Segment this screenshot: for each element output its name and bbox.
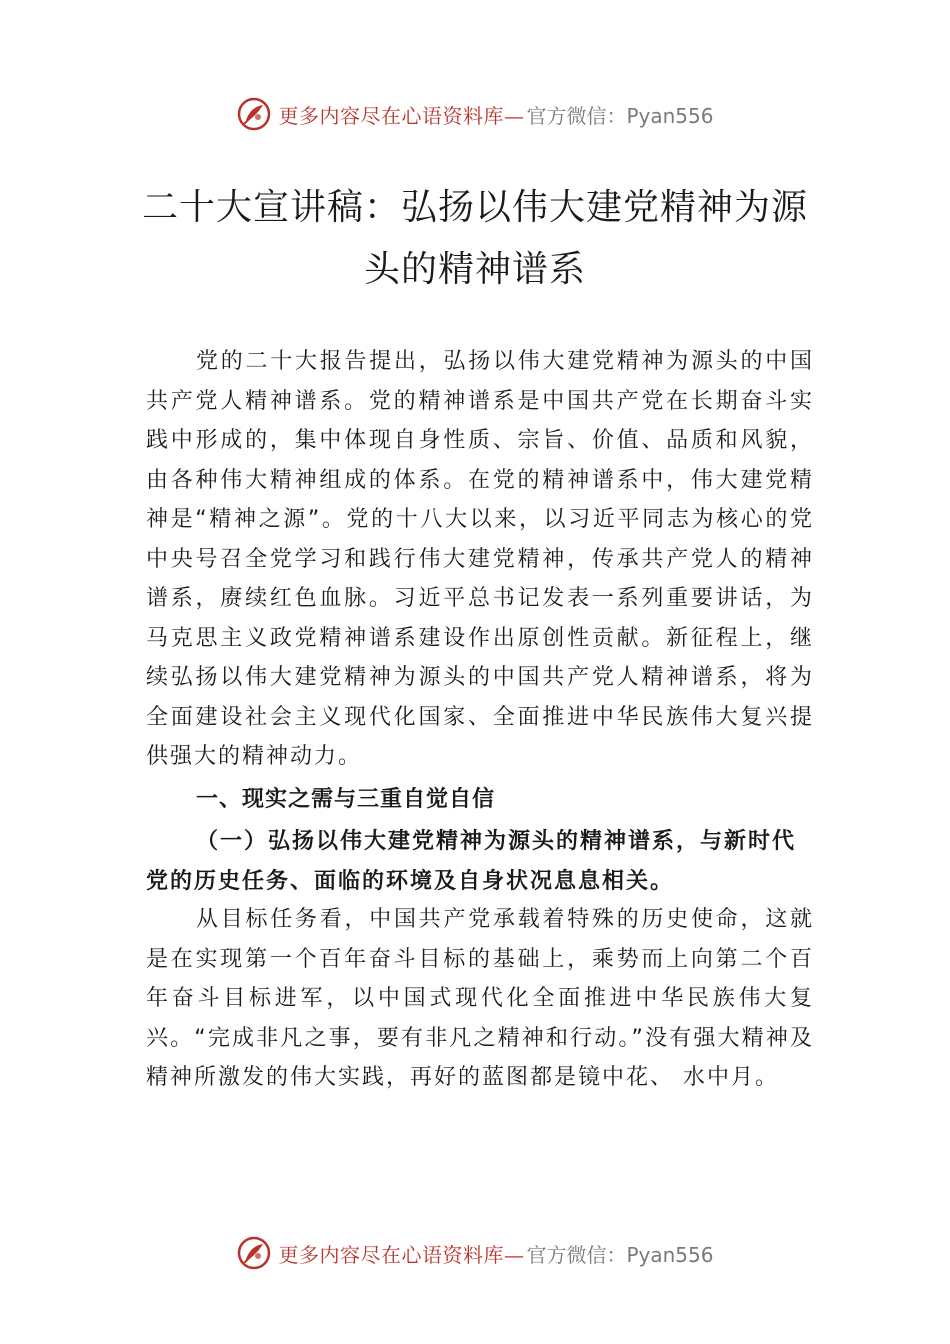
ink-seal-logo-icon — [236, 96, 272, 132]
subsection-heading-1: （一）弘扬以伟大建党精神为源头的精神谱系，与新时代党的历史任务、面临的环境及自身状况息息相关。 — [146, 829, 797, 894]
document-title-line-1: 二十大宣讲稿：弘扬以伟大建党精神为源 — [141, 187, 808, 228]
watermark-contact-text: 官方微信：Pyan556 — [526, 103, 714, 128]
document-title-line-2: 头的精神谱系 — [363, 249, 586, 290]
ink-seal-logo-icon — [236, 1235, 272, 1271]
watermark-lead-text: 更多内容尽在心语资料库— — [278, 1242, 525, 1267]
watermark-lead-text: 更多内容尽在心语资料库— — [278, 103, 525, 128]
section-heading-1: 一、现实之需与三重自觉自信 — [196, 787, 496, 812]
body-paragraph-2: 从目标任务看，中国共产党承载着特殊的历史使命，这就是在实现第一个百年奋斗目标的基础上，乘势而上向第二个百年奋斗目标进军，以中国式现代化全面推进中华民族伟大复兴。“完成非凡之事，要有非凡之精神和行动。”没有强大精神及精神所激发的伟大实践，再好的蓝图都是镜中花、 水中月。 — [146, 907, 814, 1090]
body-paragraph-1: 党的二十大报告提出，弘扬以伟大建党精神为源头的中国共产党人精神谱系。党的精神谱系是中国共产党在长期奋斗实践中形成的，集中体现自身性质、宗旨、价值、品质和风貌，由各种伟大精神组成的体系。在党的精神谱系中，伟大建党精神是“精神之源”。党的十八大以来，以习近平同志为核心的党中央号召全党学习和践行伟大建党精神，传承共产党人的精神谱系，赓续红色血脉。习近平总书记发表一系列重要讲话，为马克思主义政党精神谱系建设作出原创性贡献。新征程上，继续弘扬以伟大建党精神为源头的中国共产党人精神谱系，将为全面建设社会主义现代化国家、全面推进中华民族伟大复兴提供强大的精神动力。 — [146, 349, 814, 769]
header-watermark-banner — [0, 92, 950, 136]
watermark-contact-text: 官方微信：Pyan556 — [526, 1242, 714, 1267]
footer-watermark-banner — [0, 1231, 950, 1275]
